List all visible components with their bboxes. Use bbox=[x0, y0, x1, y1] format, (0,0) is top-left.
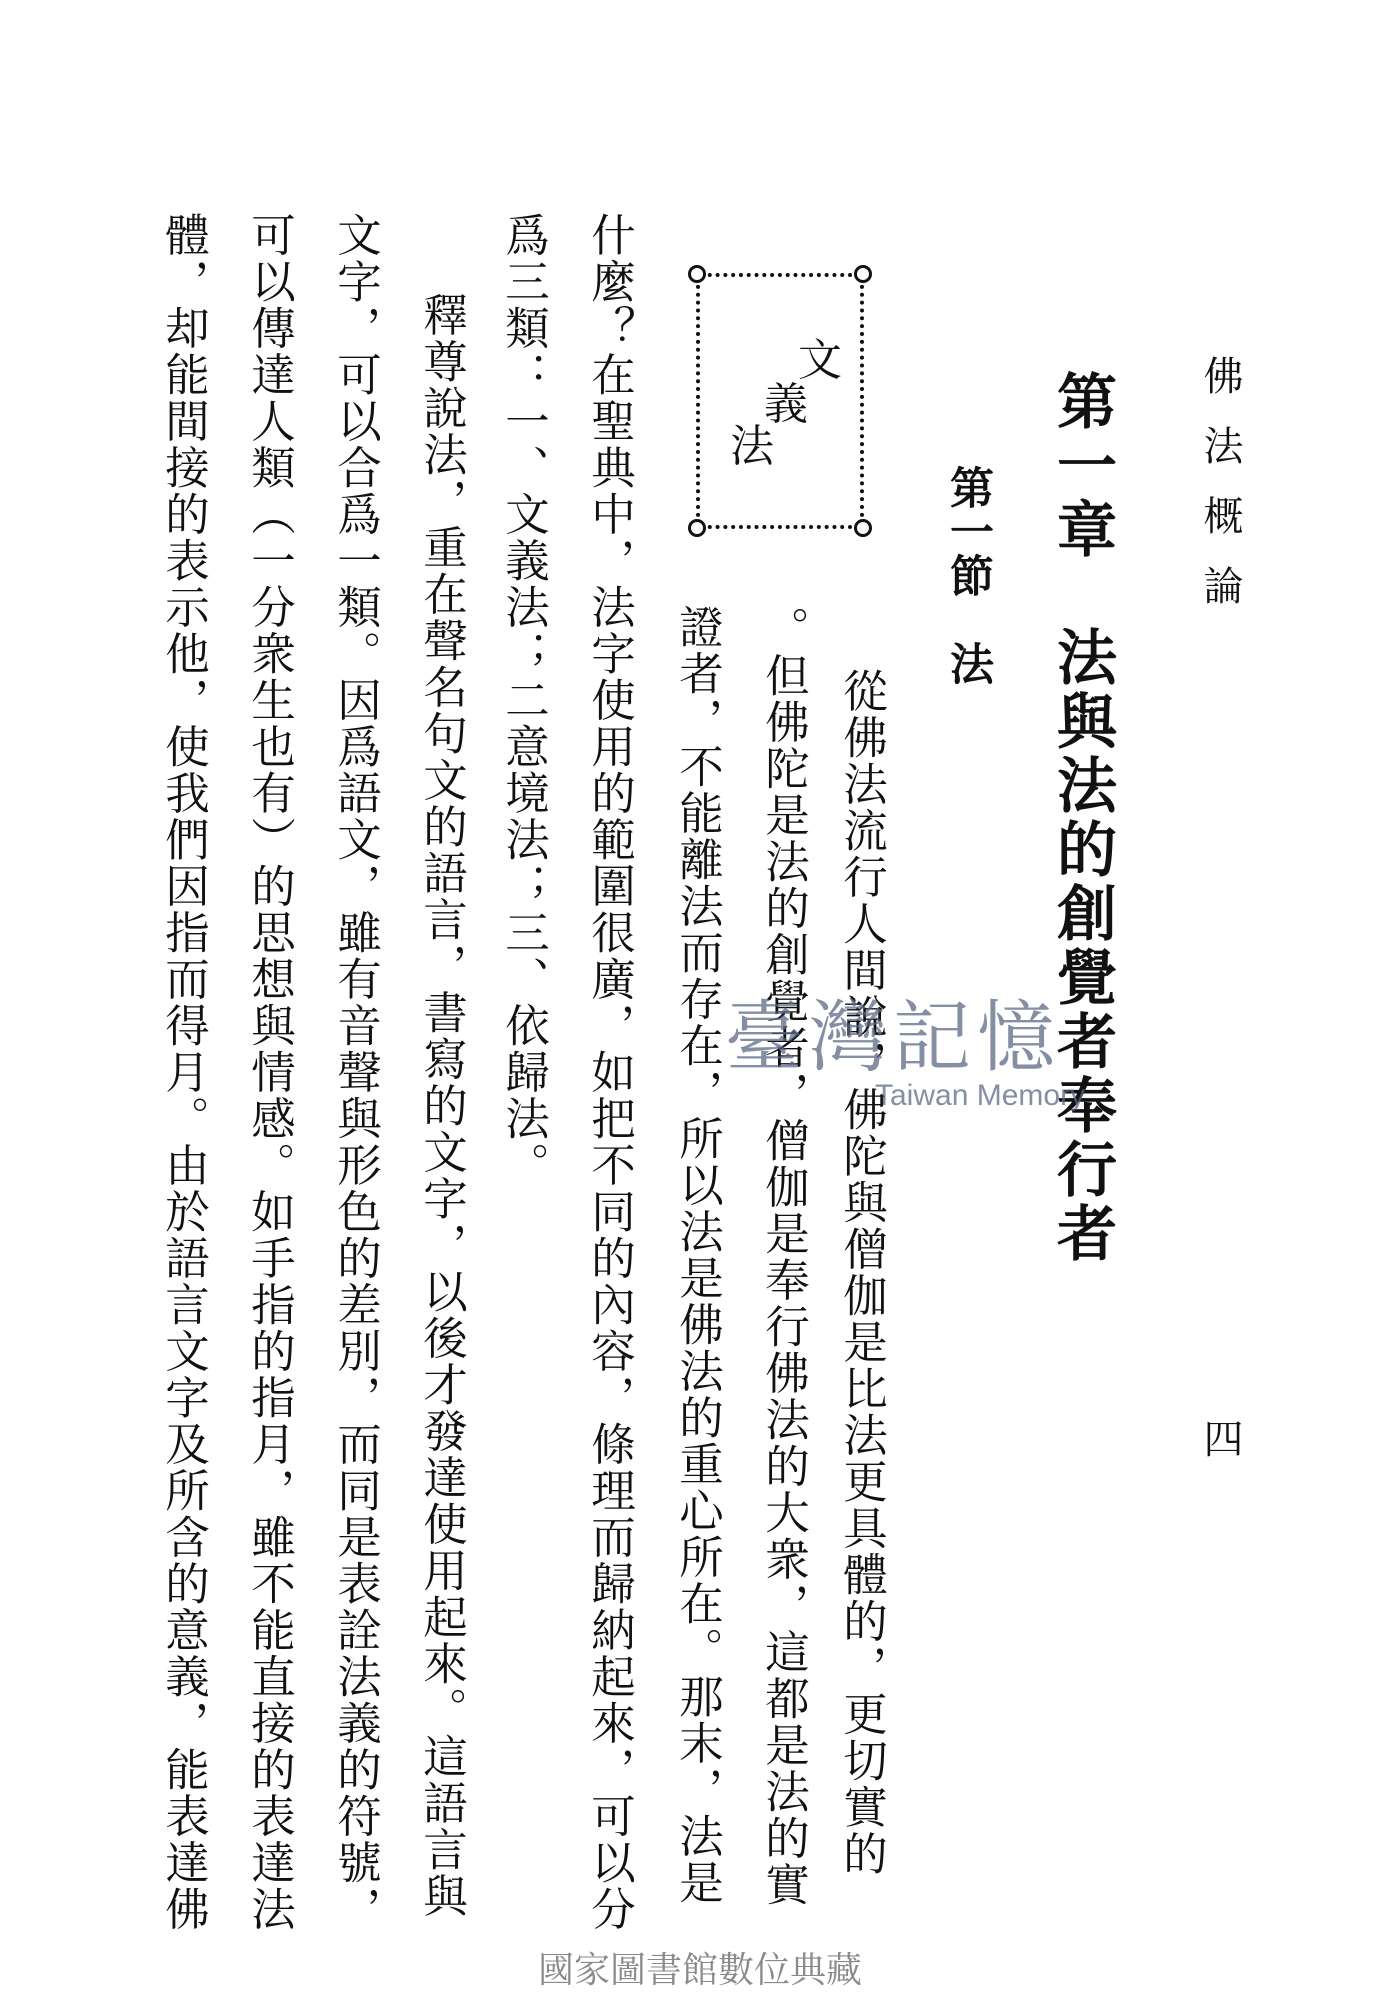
text-column-3: 證者，不能離法而存在，所以法是佛法的重心所在。那末，法是 bbox=[671, 604, 723, 1906]
box-border-left bbox=[696, 277, 700, 525]
box-corner-dot bbox=[688, 265, 706, 283]
chapter-title: 第一章 法與法的創覺者奉行者 bbox=[1047, 370, 1117, 1266]
text-column-1: 從佛法流行人間說，佛陀與僧伽是比法更具體的，更切實的 bbox=[835, 668, 887, 1877]
text-column-6: 釋尊說法，重在聲名句文的語言，書寫的文字，以後才發達使用起來。這語言與 bbox=[415, 292, 467, 1920]
watermark-chinese: 臺灣記憶 bbox=[725, 993, 1062, 1083]
library-footer: 國家圖書館數位典藏 bbox=[537, 1950, 862, 1991]
box-corner-dot bbox=[854, 265, 872, 283]
taiwan-memory-watermark bbox=[725, 975, 1085, 1113]
box-corner-dot bbox=[688, 519, 706, 537]
text-column-7: 文字，可以合爲一類。因爲語文，雖有音聲與形色的差別，而同是表詮法義的符號， bbox=[329, 212, 381, 1933]
text-column-2: 。但佛陀是法的創覺者，僧伽是奉行佛法的大衆，這都是法的實 bbox=[757, 606, 809, 1908]
box-corner-dot bbox=[854, 519, 872, 537]
box-border-right bbox=[860, 277, 864, 525]
page-number: 四 bbox=[1197, 1418, 1243, 1458]
text-column-8: 可以傳達人類（一分衆生也有）的思想與情感。如手指的指月，雖不能直接的表達法 bbox=[243, 212, 295, 1933]
box-char-yi: 義 bbox=[764, 379, 808, 430]
text-column-4: 什麼？在聖典中，法字使用的範圍很廣，如把不同的內容，條理而歸納起來，可以分 bbox=[583, 212, 635, 1933]
text-column-9: 體，却能間接的表示他，使我們因指而得月。由於語言文字及所含的意義，能表達佛 bbox=[157, 212, 209, 1933]
watermark-english: Taiwan Memory bbox=[875, 1079, 1086, 1112]
subheading-box bbox=[690, 267, 870, 535]
box-border-top bbox=[700, 273, 860, 277]
section-title: 第一節 法 bbox=[942, 465, 993, 685]
text-column-5: 爲三類：一、文義法；二意境法；三、依歸法。 bbox=[497, 212, 549, 1189]
box-char-wen: 文 bbox=[798, 335, 842, 386]
running-title: 佛法概論 bbox=[1197, 355, 1243, 635]
box-border-bottom bbox=[700, 525, 860, 529]
box-char-fa: 法 bbox=[730, 421, 774, 472]
